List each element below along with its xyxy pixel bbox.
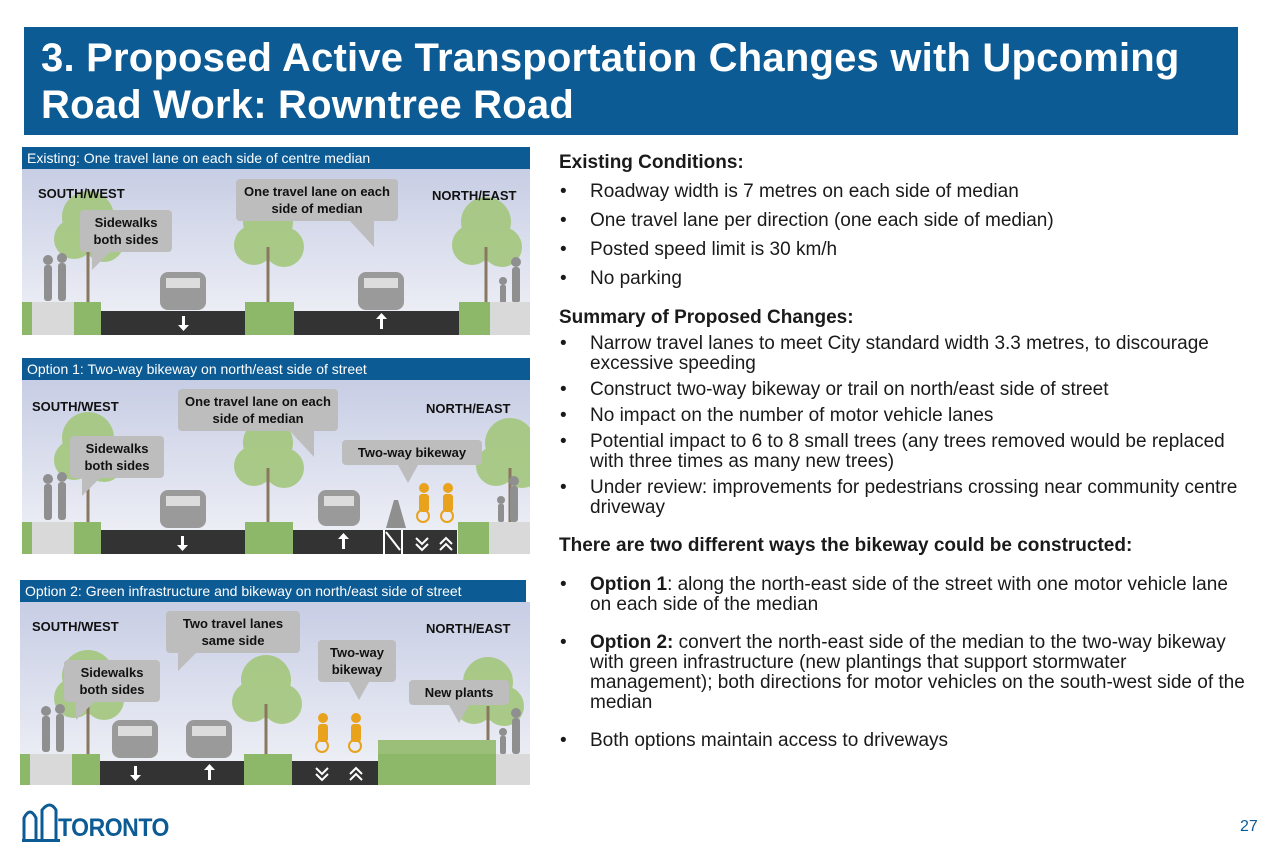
list-item-option2	[559, 633, 1249, 713]
callout-travel-lanes: One travel lane on each side of median	[236, 179, 398, 221]
list-item: • Roadway width is 7 metres on each side of median	[559, 181, 1249, 203]
page-number: 27	[1240, 818, 1258, 835]
callout-travel-lanes: One travel lane on each side of median	[178, 389, 338, 431]
callout-bikeway: Two-way bikeway	[342, 440, 482, 465]
direction-label-southwest: SOUTH/WEST	[32, 619, 119, 634]
panel-option1	[22, 358, 530, 554]
text-column	[559, 152, 1249, 751]
toronto-logo	[22, 800, 169, 842]
list-item: • Construct two-way bikeway or trail on north/east side of street	[559, 380, 1249, 400]
option2-text: convert the north-east side of the median to the two-way bikeway with green infrastructure (new plantings that support stormwater management); both directions for motor vehicles on the south-west side of the median	[590, 632, 1245, 713]
direction-label-southwest: SOUTH/WEST	[32, 399, 119, 414]
callout-sidewalks: Sidewalks both sides	[64, 660, 160, 702]
summary-heading: Summary of Proposed Changes:	[559, 307, 854, 328]
panel-existing	[22, 147, 530, 335]
callout-sidewalks: Sidewalks both sides	[80, 210, 172, 252]
title-banner	[24, 27, 1238, 135]
list-item: • One travel lane per direction (one each side of median)	[559, 210, 1249, 232]
list-item-option1	[559, 575, 1249, 615]
list-item: • Posted speed limit is 30 km/h	[559, 239, 1249, 261]
list-item: • Under review: improvements for pedestrians crossing near community centre driveway	[559, 478, 1249, 518]
ways-heading: There are two different ways the bikeway could be constructed:	[559, 535, 1133, 556]
callout-bikeway: Two-way bikeway	[318, 640, 396, 682]
direction-label-northeast: NORTH/EAST	[426, 621, 511, 636]
list-item: • Potential impact to 6 to 8 small trees (any trees removed would be replaced with three times as many new trees)	[559, 432, 1249, 472]
summary-list	[559, 334, 1249, 518]
option1-label: Option 1	[590, 574, 668, 595]
existing-conditions-heading: Existing Conditions:	[559, 152, 744, 173]
ways-list	[559, 575, 1249, 751]
panel-caption: Option 1: Two-way bikeway on north/east side of street	[22, 358, 530, 380]
list-item: • No parking	[559, 268, 1249, 290]
direction-label-southwest: SOUTH/WEST	[38, 186, 125, 201]
panel-caption: Option 2: Green infrastructure and bikeway on north/east side of street	[20, 580, 526, 602]
logo-wordmark: TORONTO	[58, 814, 169, 842]
panel-option2	[20, 580, 530, 785]
callout-travel-lanes: Two travel lanes same side	[166, 611, 300, 653]
existing-conditions-list	[559, 181, 1249, 290]
option2-label: Option 2:	[590, 632, 674, 653]
option1-text: : along the north-east side of the street with one motor vehicle lane on each side of the median	[590, 574, 1228, 615]
direction-label-northeast: NORTH/EAST	[432, 188, 517, 203]
list-item: • Both options maintain access to driveways	[559, 731, 1249, 751]
panel-caption: Existing: One travel lane on each side of centre median	[22, 147, 530, 169]
callout-sidewalks: Sidewalks both sides	[70, 436, 164, 478]
callout-new-plants: New plants	[409, 680, 509, 705]
list-item: • Narrow travel lanes to meet City standard width 3.3 metres, to discourage excessive speeding	[559, 334, 1249, 374]
list-item: • No impact on the number of motor vehicle lanes	[559, 406, 1249, 426]
direction-label-northeast: NORTH/EAST	[426, 401, 511, 416]
page-title: 3. Proposed Active Transportation Changes with Upcoming Road Work: Rowntree Road	[41, 36, 1180, 127]
